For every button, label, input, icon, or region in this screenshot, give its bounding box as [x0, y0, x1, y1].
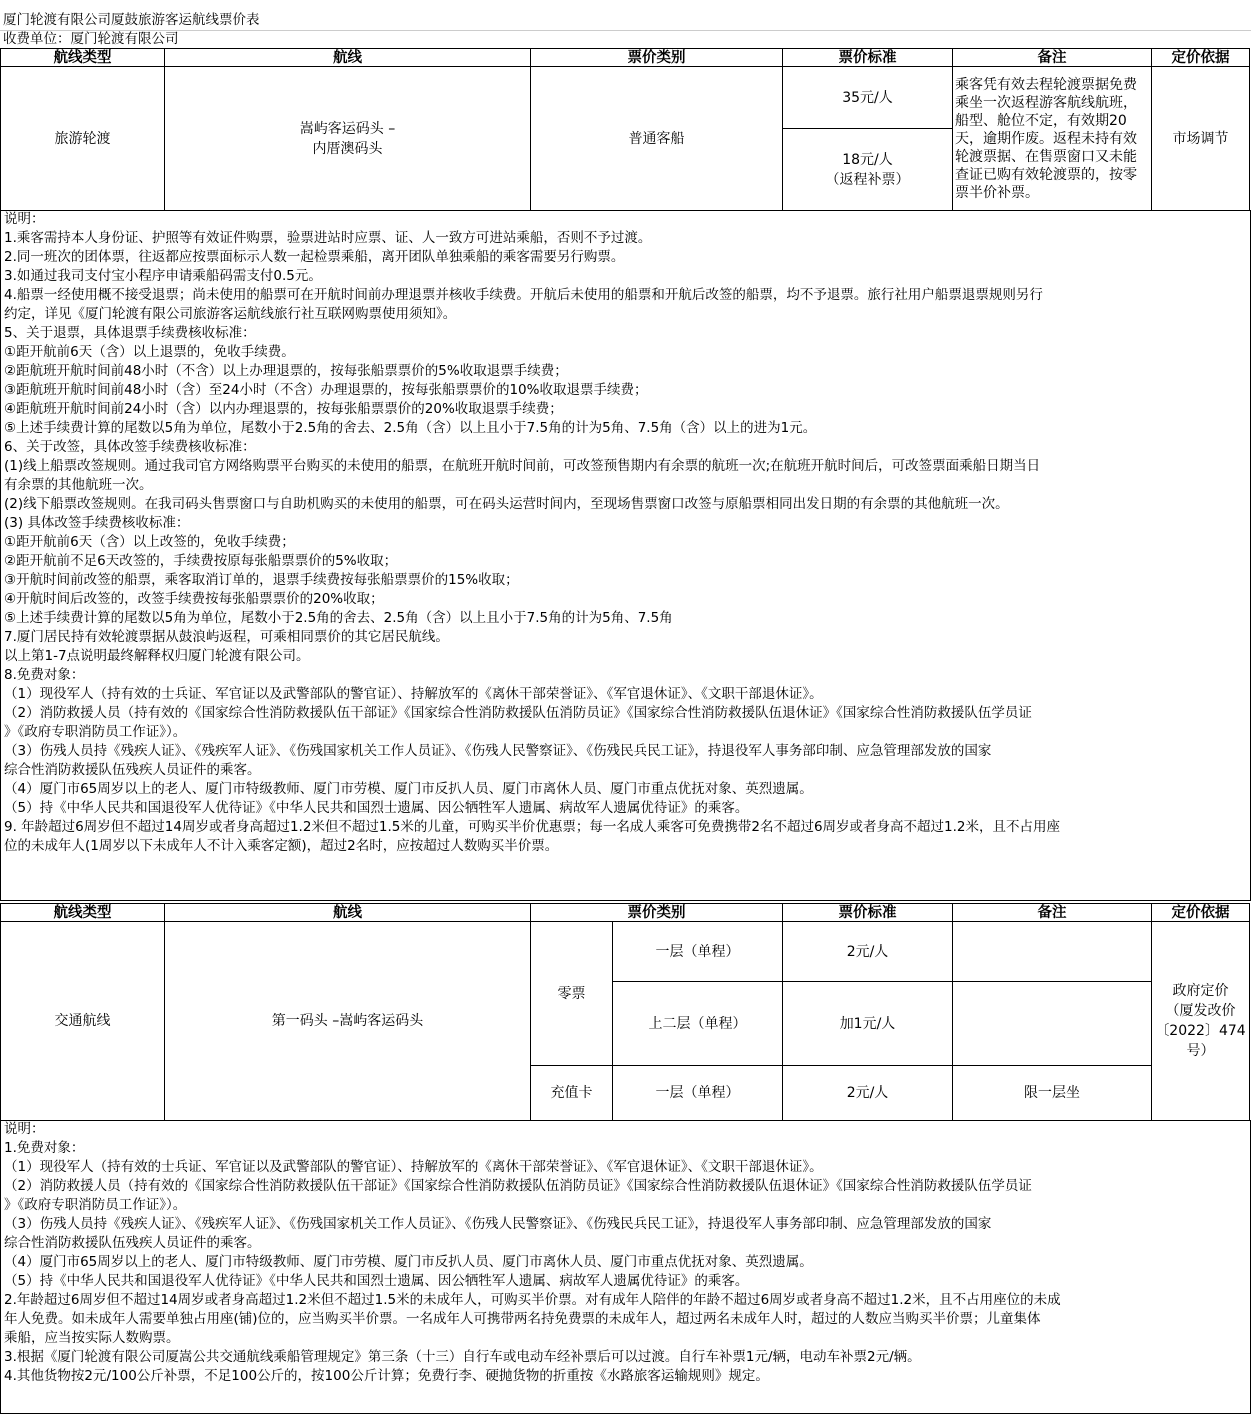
note-line: 4.船票一经使用概不接受退票；尚未使用的船票可在开航时间前办理退票并核收手续费。开航后未使用的船票和开航后改签的船票，均不予退票。旅行社用户船票退票规则另行 — [4, 287, 1043, 303]
header-fare-standard: 票价标准 — [783, 49, 953, 67]
note-line: 3.根据《厦门轮渡有限公司厦嵩公共交通航线乘船管理规定》第三条（十三）自行车或电动车经补票后可以过渡。自行车补票1元/辆，电动车补票2元/辆。 — [4, 1349, 921, 1365]
note-line: ①距开航前6天（含）以上退票的，免收手续费。 — [4, 344, 295, 360]
note-line: 》《政府专职消防员工作证》）。 — [4, 1197, 187, 1213]
note-line: （4）厦门市65周岁以上的老人、厦门市特级教师、厦门市劳模、厦门市反扒人员、厦门市离休人员、厦门市重点优抚对象、英烈遗属。 — [4, 1254, 813, 1270]
route-line-2: 内厝澳码头 — [312, 140, 383, 157]
header-route-2: 航线 — [165, 904, 531, 922]
note-line: 2.同一班次的团体票，往返都应按票面标示人数一起检票乘船，离开团队单独乘船的乘客需要另行购票。 — [4, 249, 625, 265]
note-line: ②距开航前不足6天改签的，手续费按原每张船票票价的5%收取； — [4, 553, 398, 569]
note-line: 8.免费对象： — [4, 667, 85, 683]
route-type-cell-2: 交通航线 — [1, 922, 165, 1121]
floor2-cell: 上二层（单程） — [613, 982, 783, 1066]
header-route-type-2: 航线类型 — [1, 904, 165, 922]
remark3-cell: 限一层坐 — [953, 1066, 1152, 1121]
note-line: (1)线上船票改签规则。通过我司官方网络购票平台购买的未使用的船票，在航班开航时间前，可改签预售期内有余票的航班一次;在航班开航时间后，可改签票面乘船日期当日 — [4, 458, 1041, 474]
note-line: （2）消防救援人员（持有效的《国家综合性消防救援队伍干部证》《国家综合性消防救援队伍消防员证》《国家综合性消防救援队伍退休证》《国家综合性消防救援队伍学员证 — [4, 705, 1032, 721]
header-pricing-basis: 定价依据 — [1152, 49, 1250, 67]
note-line: 综合性消防救援队伍残疾人员证件的乘客。 — [4, 1235, 261, 1251]
note-line: ①距开航前6天（含）以上改签的，免收手续费； — [4, 534, 295, 550]
fare-standard-cell: 35元/人 — [783, 67, 953, 129]
tourist-ferry-table — [0, 48, 1250, 211]
route-type-cell: 旅游轮渡 — [1, 67, 165, 211]
route-line-1: 嵩屿客运码头 – — [299, 120, 396, 137]
header-fare-category: 票价类别 — [531, 49, 783, 67]
note-line: （3）伤残人员持《残疾人证》、《残疾军人证》、《伤残国家机关工作人员证》、《伤残人民警察证》、《伤残民兵民工证》，持退役军人事务部印制、应急管理部发放的国家 — [4, 743, 992, 759]
note-line: ④距航班开航时间前24小时（含）以内办理退票的，按每张船票票价的20%收取退票手续费； — [4, 401, 563, 417]
pricing-basis-cell-2 — [1152, 922, 1250, 1121]
note-line: 6、关于改签，具体改签手续费核收标准： — [4, 439, 256, 455]
transport-route-table — [0, 903, 1250, 1121]
note-line: 综合性消防救援队伍残疾人员证件的乘客。 — [4, 762, 261, 778]
note-line: 位的未成年人(1周岁以下未成年人不计入乘客定额)，超过2名时，应按超过人数购买半价票。 — [4, 838, 559, 854]
return-fare-note: （返程补票） — [825, 171, 910, 188]
route-cell-2: 第一码头 –嵩屿客运码头 — [165, 922, 531, 1121]
note-line: ②距航班开航时间前48小时（不含）以上办理退票的，按每张船票票价的5%收取退票手续费； — [4, 363, 568, 379]
note-line: 7.厦门居民持有效轮渡票据从鼓浪屿返程，可乘相同票价的其它居民航线。 — [4, 629, 449, 645]
notes-section-1 — [0, 210, 1251, 901]
header-remarks: 备注 — [953, 49, 1152, 67]
header-fare-standard-2: 票价标准 — [783, 904, 953, 922]
basis-line-3: 〔2022〕474 — [1155, 1023, 1246, 1039]
note-line: 约定，详见《厦门轮渡有限公司旅游客运航线旅行社互联网购票使用须知》。 — [4, 306, 457, 322]
note-line: 9. 年龄超过6周岁但不超过14周岁或者身高超过1.2米但不超过1.5米的儿童，可购买半价优惠票；每一名成人乘客可免费携带2名不超过6周岁或者身高不超过1.2米，且不占用座 — [4, 819, 1061, 835]
note-line: （1）现役军人（持有效的士兵证、军官证以及武警部队的警官证）、持解放军的《离休干部荣誉证》、《军官退休证》、《文职干部退休证》。 — [4, 686, 823, 702]
remark1-cell — [953, 922, 1152, 982]
basis-line-2: （厦发改价 — [1165, 1003, 1236, 1019]
note-line: 3.如通过我司支付宝小程序申请乘船码需支付0.5元。 — [4, 268, 322, 284]
note-line: （1）现役军人（持有效的士兵证、军官证以及武警部队的警官证）、持解放军的《离休干部荣誉证》、《军官退休证》、《文职干部退休证》。 — [4, 1159, 823, 1175]
header-remarks-2: 备注 — [953, 904, 1152, 922]
fare1-cell: 2元/人 — [783, 922, 953, 982]
fare-category-cell: 普通客船 — [531, 67, 783, 211]
return-fare-amount: 18元/人 — [842, 151, 893, 168]
header-pricing-basis-2: 定价依据 — [1152, 904, 1250, 922]
header-route: 航线 — [165, 49, 531, 67]
basis-line-4: 号） — [1186, 1043, 1215, 1059]
note-line: ③距航班开航时间前48小时（含）至24小时（不含）办理退票的，按每张船票票价的10%收取退票手续费； — [4, 382, 648, 398]
note-line: （5）持《中华人民共和国退役军人优待证》《中华人民共和国烈士遗属、因公牺牲军人遗属、病故军人遗属优待证》的乘客。 — [4, 800, 749, 816]
note-line: ③开航时间前改签的船票，乘客取消订单的，退票手续费按每张船票票价的15%收取； — [4, 572, 519, 588]
note-line: 1.免费对象： — [4, 1140, 85, 1156]
stored-card-cell: 充值卡 — [531, 1066, 613, 1121]
single-ticket-cell: 零票 — [531, 922, 613, 1066]
note-line: 4.其他货物按2元/100公斤补票，不足100公斤的，按100公斤计算；免费行李、硬抛货物的折重按《水路旅客运输规则》规定。 — [4, 1368, 769, 1384]
return-fare-cell — [783, 129, 953, 211]
note-line: 5、关于退票，具体退票手续费核收标准： — [4, 325, 256, 341]
note-line: （4）厦门市65周岁以上的老人、厦门市特级教师、厦门市劳模、厦门市反扒人员、厦门市离休人员、厦门市重点优抚对象、英烈遗属。 — [4, 781, 813, 797]
fare2-cell: 加1元/人 — [783, 982, 953, 1066]
note-line: 2.年龄超过6周岁但不超过14周岁或者身高超过1.2米但不超过1.5米的未成年人，可购买半价票。对有成年人陪伴的年龄不超过6周岁或者身高不超过1.2米，且不占用座位的未成 — [4, 1292, 1061, 1308]
note-line: ④开航时间后改签的，改签手续费按每张船票票价的20%收取； — [4, 591, 384, 607]
note-line: （3）伤残人员持《残疾人证》、《残疾军人证》、《伤残国家机关工作人员证》、《伤残人民警察证》、《伤残民兵民工证》，持退役军人事务部印制、应急管理部发放的国家 — [4, 1216, 992, 1232]
note-line: （5）持《中华人民共和国退役军人优待证》《中华人民共和国烈士遗属、因公牺牲军人遗属、病故军人遗属优待证》的乘客。 — [4, 1273, 749, 1289]
remarks-cell: 乘客凭有效去程轮渡票据免费乘坐一次返程游客航线航班，船型、舱位不定，有效期20天，逾期作废。返程未持有效轮渡票据、在售票窗口又未能查证已购有效轮渡票的，按零票半价补票。 — [953, 67, 1152, 211]
note-line: ⑤上述手续费计算的尾数以5角为单位，尾数小于2.5角的舍去、2.5角（含）以上且小于7.5角的计为5角、7.5角（含）以上的进为1元。 — [4, 420, 817, 436]
floor1-card-cell: 一层（单程） — [613, 1066, 783, 1121]
note-line: 》《政府专职消防员工作证》）。 — [4, 724, 187, 740]
note-line: 说明： — [4, 211, 45, 227]
route-cell — [165, 67, 531, 211]
header-route-type: 航线类型 — [1, 49, 165, 67]
note-line: 有余票的其他航班一次。 — [4, 477, 153, 493]
title-divider — [0, 30, 1251, 31]
basis-line-1: 政府定价 — [1172, 983, 1229, 999]
note-line: 说明： — [4, 1121, 45, 1137]
note-line: (2)线下船票改签规则。在我司码头售票窗口与自助机购买的未使用的船票，可在码头运营时间内，至现场售票窗口改签与原船票相同出发日期的有余票的其他航班一次。 — [4, 496, 1009, 512]
note-line: ⑤上述手续费计算的尾数以5角为单位，尾数小于2.5角的舍去、2.5角（含）以上且小于7.5角的计为5角、7.5角 — [4, 610, 673, 626]
remark2-cell — [953, 982, 1152, 1066]
page-title: 厦门轮渡有限公司厦鼓旅游客运航线票价表 — [3, 12, 260, 28]
note-line: 1.乘客需持本人身份证、护照等有效证件购票，验票进站时应票、证、人一致方可进站乘船，否则不予过渡。 — [4, 230, 652, 246]
note-line: (3) 具体改签手续费核收标准： — [4, 515, 190, 531]
note-line: 年人免费。如未成年人需要单独占用座(铺)位的，应当购买半价票。一名成年人可携带两名持免费票的未成年人，超过两名未成年人时，超过的人数应当购买半价票；儿童集体 — [4, 1311, 1041, 1327]
note-line: 乘船，应当按实际人数购票。 — [4, 1330, 180, 1346]
floor1-cell: 一层（单程） — [613, 922, 783, 982]
notes-section-2 — [0, 1120, 1251, 1414]
pricing-basis-cell: 市场调节 — [1152, 67, 1250, 211]
note-line: 以上第1-7点说明最终解释权归厦门轮渡有限公司。 — [4, 648, 310, 664]
fare3-cell: 2元/人 — [783, 1066, 953, 1121]
header-fare-category-2: 票价类别 — [531, 904, 783, 922]
payee-line: 收费单位：厦门轮渡有限公司 — [3, 31, 179, 47]
note-line: （2）消防救援人员（持有效的《国家综合性消防救援队伍干部证》《国家综合性消防救援队伍消防员证》《国家综合性消防救援队伍退休证》《国家综合性消防救援队伍学员证 — [4, 1178, 1032, 1194]
